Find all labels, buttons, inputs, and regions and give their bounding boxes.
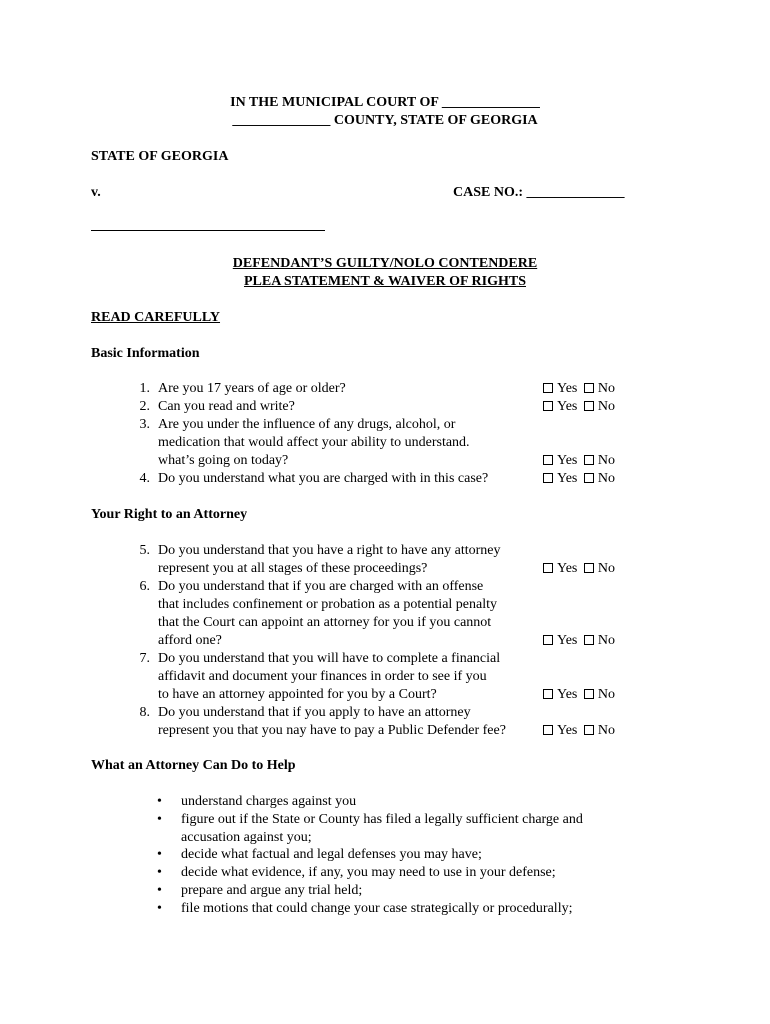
question-text: represent you at all stages of these proceedings? — [158, 561, 428, 576]
yes-checkbox[interactable] — [543, 563, 553, 573]
no-label: No — [597, 399, 615, 414]
question-text: Can you read and write? — [158, 399, 295, 414]
question-text: Do you understand that you will have to complete a financial — [158, 651, 501, 666]
yes-label: Yes — [557, 399, 578, 414]
question-number: 1. — [139, 381, 150, 396]
bullet-icon: • — [157, 901, 162, 916]
attorney-help-heading: What an Attorney Can Do to Help — [91, 758, 296, 773]
yes-label: Yes — [557, 633, 578, 648]
question-number: 4. — [139, 471, 150, 486]
list-item-text: decide what evidence, if any, you may need to use in your defense; — [181, 865, 556, 880]
list-item-text: decide what factual and legal defenses you may have; — [181, 847, 482, 862]
no-checkbox[interactable] — [584, 689, 594, 699]
bullet-icon: • — [157, 847, 162, 862]
no-checkbox[interactable] — [584, 635, 594, 645]
right-to-attorney-heading: Your Right to an Attorney — [91, 507, 248, 522]
versus-label: v. — [91, 185, 101, 200]
question-number: 5. — [139, 543, 150, 558]
list-item-text: accusation against you; — [181, 830, 312, 845]
defendant-name-line — [91, 230, 325, 231]
yes-no-choice — [543, 632, 615, 650]
question-text: to have an attorney appointed for you by a Court? — [158, 687, 437, 702]
no-label: No — [597, 723, 615, 738]
county-state-line: ______________ COUNTY, STATE OF GEORGIA — [232, 113, 538, 128]
state-party: STATE OF GEORGIA — [91, 149, 229, 164]
list-item-text: prepare and argue any trial held; — [181, 883, 363, 898]
yes-label: Yes — [557, 561, 578, 576]
question-text: represent you that you nay have to pay a Public Defender fee? — [158, 723, 506, 738]
yes-no-choice — [543, 560, 615, 578]
document-title-line1: DEFENDANT’S GUILTY/NOLO CONTENDERE — [232, 256, 538, 271]
yes-checkbox[interactable] — [543, 473, 553, 483]
yes-label: Yes — [557, 381, 578, 396]
no-checkbox[interactable] — [584, 563, 594, 573]
yes-label: Yes — [557, 723, 578, 738]
no-label: No — [597, 561, 615, 576]
question-text: Are you 17 years of age or older? — [158, 381, 346, 396]
yes-checkbox[interactable] — [543, 401, 553, 411]
list-item-text: file motions that could change your case strategically or procedurally; — [181, 901, 573, 916]
no-label: No — [597, 633, 615, 648]
bullet-icon: • — [157, 883, 162, 898]
yes-checkbox[interactable] — [543, 635, 553, 645]
question-number: 2. — [139, 399, 150, 414]
question-text: Do you understand that if you apply to have an attorney — [158, 705, 471, 720]
question-text: Do you understand what you are charged with in this case? — [158, 471, 489, 486]
yes-no-choice — [543, 722, 615, 740]
yes-checkbox[interactable] — [543, 383, 553, 393]
no-label: No — [597, 687, 615, 702]
question-text: Do you understand that if you are charged with an offense — [158, 579, 484, 594]
document-title-line2: PLEA STATEMENT & WAIVER OF RIGHTS — [243, 274, 526, 289]
no-label: No — [597, 453, 615, 468]
question-number: 7. — [139, 651, 150, 666]
question-text: Are you under the influence of any drugs, alcohol, or — [158, 417, 456, 432]
yes-label: Yes — [557, 453, 578, 468]
yes-no-choice — [543, 452, 615, 470]
question-text: what’s going on today? — [158, 453, 289, 468]
read-carefully-heading: READ CAREFULLY — [91, 310, 221, 325]
yes-no-choice — [543, 470, 615, 488]
no-checkbox[interactable] — [584, 473, 594, 483]
yes-label: Yes — [557, 471, 578, 486]
bullet-icon: • — [157, 865, 162, 880]
no-checkbox[interactable] — [584, 401, 594, 411]
case-number: CASE NO.: ______________ — [453, 185, 625, 200]
basic-information-heading: Basic Information — [91, 346, 200, 361]
question-text: affidavit and document your finances in order to see if you — [158, 669, 487, 684]
question-text: medication that would affect your ability to understand. — [158, 435, 470, 450]
yes-no-choice — [543, 686, 615, 704]
no-label: No — [597, 381, 615, 396]
bullet-icon: • — [157, 812, 162, 827]
yes-label: Yes — [557, 687, 578, 702]
list-item-text: figure out if the State or County has filed a legally sufficient charge and — [181, 812, 583, 827]
question-number: 8. — [139, 705, 150, 720]
yes-no-choice — [543, 398, 615, 416]
question-text: that includes confinement or probation as a potential penalty — [158, 597, 498, 612]
yes-checkbox[interactable] — [543, 455, 553, 465]
question-text: afford one? — [158, 633, 222, 648]
question-number: 3. — [139, 417, 150, 432]
no-checkbox[interactable] — [584, 725, 594, 735]
no-checkbox[interactable] — [584, 455, 594, 465]
no-label: No — [597, 471, 615, 486]
no-checkbox[interactable] — [584, 383, 594, 393]
question-text: that the Court can appoint an attorney for you if you cannot — [158, 615, 492, 630]
list-item-text: understand charges against you — [181, 794, 357, 809]
question-text: Do you understand that you have a right to have any attorney — [158, 543, 501, 558]
question-number: 6. — [139, 579, 150, 594]
court-name-line: IN THE MUNICIPAL COURT OF ______________ — [230, 95, 540, 110]
bullet-icon: • — [157, 794, 162, 809]
yes-checkbox[interactable] — [543, 689, 553, 699]
yes-checkbox[interactable] — [543, 725, 553, 735]
yes-no-choice — [543, 380, 615, 398]
